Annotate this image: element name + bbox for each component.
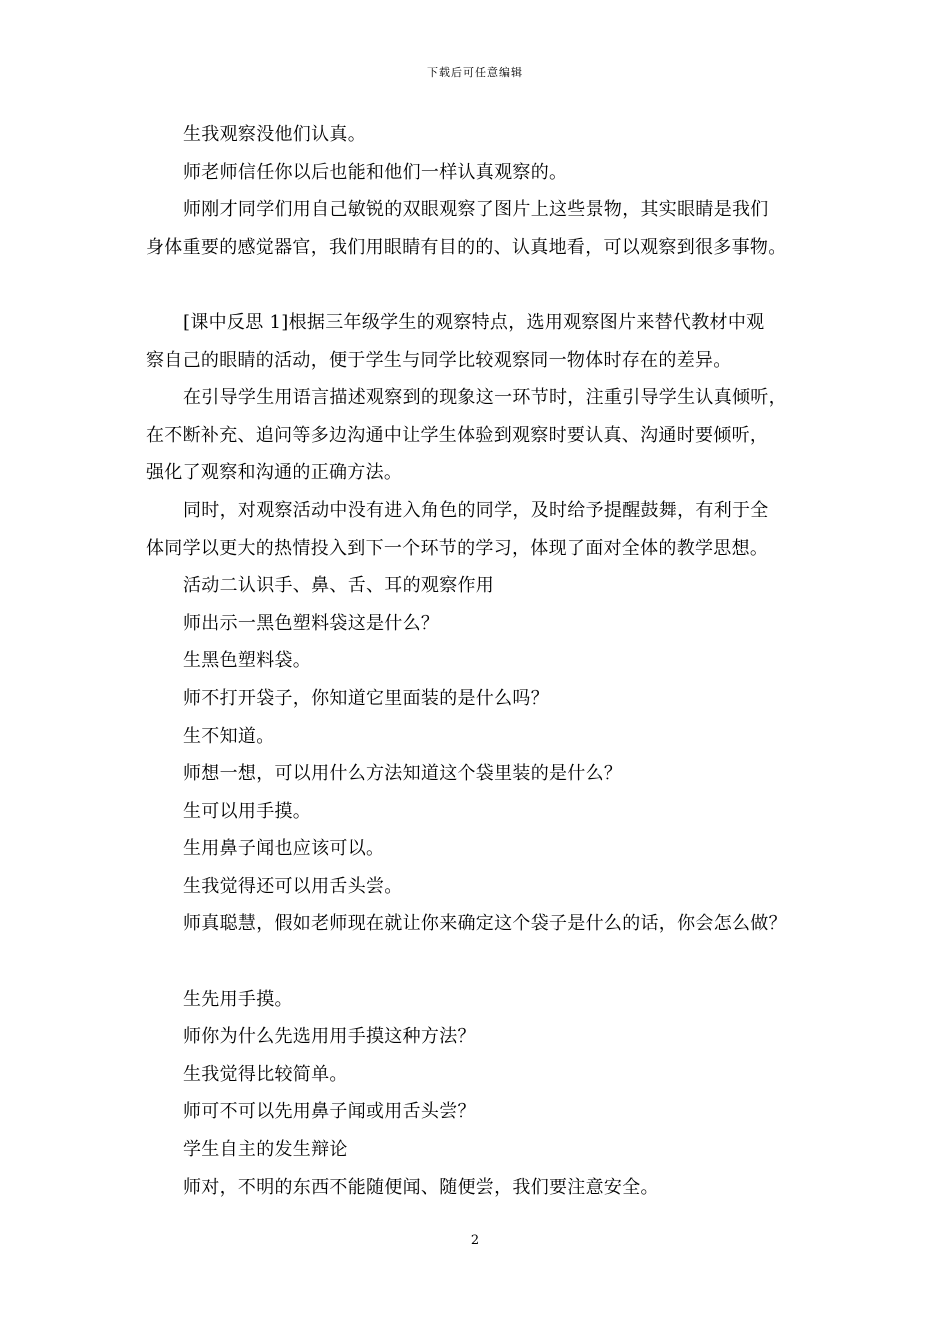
paragraph — [146, 755, 822, 793]
paragraph — [146, 191, 822, 266]
paragraph — [146, 981, 822, 1019]
paragraph-line: 察自己的眼睛的活动，便于学生与同学比较观察同一物体时存在的差异。 — [146, 349, 732, 371]
document-body — [146, 116, 822, 1206]
paragraph-line: 同时，对观察活动中没有进入角色的同学，及时给予提醒鼓舞，有利于全 — [183, 499, 769, 521]
paragraph-line: 师老师信任你以后也能和他们一样认真观察的。 — [183, 161, 568, 183]
paragraph-line: 生我觉得比较简单。 — [183, 1063, 348, 1085]
paragraph — [146, 379, 822, 492]
paragraph-line: 师真聪慧，假如老师现在就让你来确定这个袋子是什么的话，你会怎么做？ — [183, 913, 787, 935]
paragraph — [146, 793, 822, 831]
paragraph — [146, 1131, 822, 1169]
paragraph-line: 师不打开袋子，你知道它里面装的是什么吗？ — [183, 687, 549, 709]
paragraph-line: 活动二认识手、鼻、舌、耳的观察作用 — [183, 575, 495, 597]
paragraph-line: 师你为什么先选用用手摸这种方法？ — [183, 1026, 476, 1048]
paragraph-gap — [146, 266, 822, 304]
paragraph-line: 师刚才同学们用自己敏锐的双眼观察了图片上这些景物，其实眼睛是我们 — [183, 199, 769, 221]
paragraph — [146, 905, 822, 943]
paragraph-line: 生黑色塑料袋。 — [183, 650, 312, 672]
paragraph — [146, 154, 822, 192]
paragraph-line: 学生自主的发生辩论 — [183, 1139, 348, 1161]
paragraph-line: 强化了观察和沟通的正确方法。 — [146, 462, 403, 484]
paragraph — [146, 718, 822, 756]
paragraph-line: 体同学以更大的热情投入到下一个环节的学习，体现了面对全体的教学思想。 — [146, 537, 769, 559]
paragraph-line: 师对，不明的东西不能随便闻、随便尝，我们要注意安全。 — [183, 1176, 659, 1198]
paragraph-line: 生用鼻子闻也应该可以。 — [183, 838, 385, 860]
paragraph — [146, 605, 822, 643]
paragraph — [146, 304, 822, 379]
paragraph-line: 师想一想，可以用什么方法知道这个袋里装的是什么？ — [183, 763, 623, 785]
paragraph-line: [课中反思 1]根据三年级学生的观察特点，选用观察图片来替代教材中观 — [183, 311, 765, 333]
paragraph-gap — [146, 943, 822, 981]
paragraph-line: 生可以用手摸。 — [183, 800, 312, 822]
paragraph — [146, 116, 822, 154]
paragraph — [146, 567, 822, 605]
paragraph — [146, 1169, 822, 1207]
paragraph — [146, 642, 822, 680]
paragraph — [146, 1056, 822, 1094]
paragraph-line: 在不断补充、追问等多边沟通中让学生体验到观察时要认真、沟通时要倾听， — [146, 424, 769, 446]
paragraph-line: 生我觉得还可以用舌头尝。 — [183, 875, 403, 897]
paragraph-line: 身体重要的感觉器官，我们用眼睛有目的的、认真地看，可以观察到很多事物。 — [146, 236, 787, 258]
paragraph-line: 生不知道。 — [183, 725, 275, 747]
paragraph-line: 师出示一黑色塑料袋这是什么？ — [183, 612, 440, 634]
paragraph-line: 生我观察没他们认真。 — [183, 124, 366, 145]
paragraph-line: 在引导学生用语言描述观察到的现象这一环节时，注重引导学生认真倾听， — [183, 387, 787, 409]
paragraph — [146, 830, 822, 868]
paragraph — [146, 1018, 822, 1056]
paragraph-line: 师可不可以先用鼻子闻或用舌头尝？ — [183, 1101, 476, 1123]
paragraph — [146, 1093, 822, 1131]
paragraph — [146, 680, 822, 718]
paragraph-line: 生先用手摸。 — [183, 988, 293, 1010]
paragraph — [146, 868, 822, 906]
paragraph — [146, 492, 822, 567]
page-header: 下载后可任意编辑 — [427, 66, 523, 79]
page-number: 2 — [470, 1233, 480, 1248]
